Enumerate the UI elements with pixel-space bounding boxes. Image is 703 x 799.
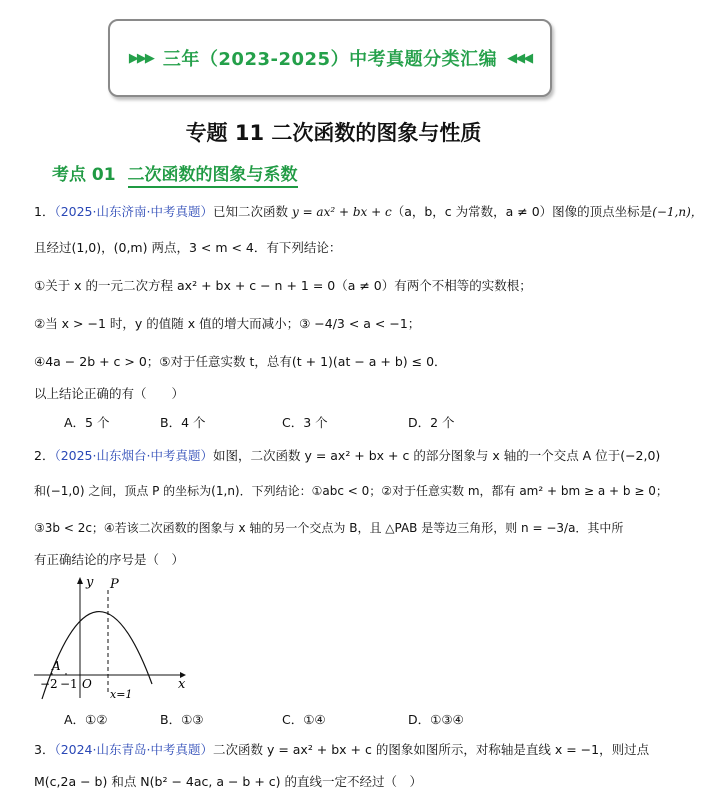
banner-title: 三年（2023-2025）中考真题分类汇编 [162,49,498,70]
y-axis-arrow-icon [77,577,83,584]
q2-choice-d[interactable]: D．①③④ [408,712,464,727]
q1-prompt: 以上结论正确的有（ ） [34,386,185,401]
q2-line-4: 有正确结论的序号是（ ） [34,552,185,567]
q2-choice-b[interactable]: B．①③ [160,712,204,727]
x-axis-label: x [178,677,186,692]
origin-label: O [82,677,92,691]
q1-function: y = ax² + bx + c [291,205,392,219]
q1-vertex: (−1,n)， [652,205,703,219]
exam-point-title: 二次函数的图象与系数 [128,165,298,188]
q2-number: 2． [34,448,55,463]
q1-number: 1． [34,204,55,219]
tick-label-neg2: −2 [40,677,58,691]
series-banner [108,19,552,97]
q1-line-2: 且经过(1,0)，(0,m) 两点，3 < m < 4．有下列结论： [34,240,342,255]
parabola-curve [42,612,152,699]
vertex-label: P [110,577,119,592]
exam-point-heading [52,160,298,185]
q3-stem-text: 二次函数 y = ax² + bx + c 的图象如图所示，对称轴是直线 x = −1，则过点 [212,742,650,757]
banner-right-arrows: ◀◀◀ [507,50,532,66]
q3-number: 3． [34,742,55,757]
q2-line-1 [34,446,660,464]
q3-source: （2024·山东青岛·中考真题） [54,742,213,757]
q1-conclusion-1: ①关于 x 的一元二次方程 ax² + bx + c − n + 1 = 0（a ≠ 0）有两个不相等的实数根； [34,278,532,293]
q1-line-1 [34,202,703,220]
q2-parabola-figure [30,574,190,704]
q2-stem-text: 如图，二次函数 y = ax² + bx + c 的部分图象与 x 轴的一个交点 A 位于(−2,0) [212,448,661,463]
q1-choice-a[interactable]: A．5 个 [64,415,110,430]
q2-choice-a[interactable]: A．①② [64,712,108,727]
q1-conclusion-2-3: ②当 x > −1 时，y 的值随 x 值的增大而减小；③ −4/3 < a < −1； [34,316,421,331]
q2-choice-c[interactable]: C．①④ [282,712,326,727]
exam-point-number: 考点 01 [52,165,116,185]
point-a-label: A [52,659,61,673]
symmetry-axis-label: x=1 [110,688,133,701]
q1-stem-text: 已知二次函数 [212,204,288,219]
q1-choice-c[interactable]: C．3 个 [282,415,328,430]
q2-source: （2025·山东烟台·中考真题） [54,448,213,463]
q3-line-1 [34,740,649,758]
banner-left-arrows: ▶▶▶ [128,50,153,66]
q1-source: （2025·山东济南·中考真题） [54,204,213,219]
q1-choice-d[interactable]: D．2 个 [408,415,455,430]
topic-title: 专题 11 二次函数的图象与性质 [185,121,482,145]
q3-line-2: M(c,2a − b) 和点 N(b² − 4ac, a − b + c) 的直线一定不经过（ ） [34,774,422,789]
q1-choice-b[interactable]: B．4 个 [160,415,206,430]
tick-label-neg1: −1 [60,677,78,691]
y-axis-label: y [86,575,94,590]
q1-conclusion-4-5: ④4a − 2b + c > 0；⑤对于任意实数 t，总有(t + 1)(at − a + b) ≤ 0． [34,354,447,369]
q2-line-3: ③3b < 2c；④若该二次函数的图象与 x 轴的另一个交点为 B，且 △PAB 是等边三角形，则 n = −3/a．其中所 [34,521,624,535]
q1-constants: （a，b，c 为常数，a ≠ 0）图像的顶点坐标是 [391,204,653,219]
q2-line-2: 和(−1,0) 之间，顶点 P 的坐标为(1,n)．下列结论：①abc < 0；②对于任意实数 m，都有 am² + bm ≥ a + b ≥ 0； [34,484,668,498]
